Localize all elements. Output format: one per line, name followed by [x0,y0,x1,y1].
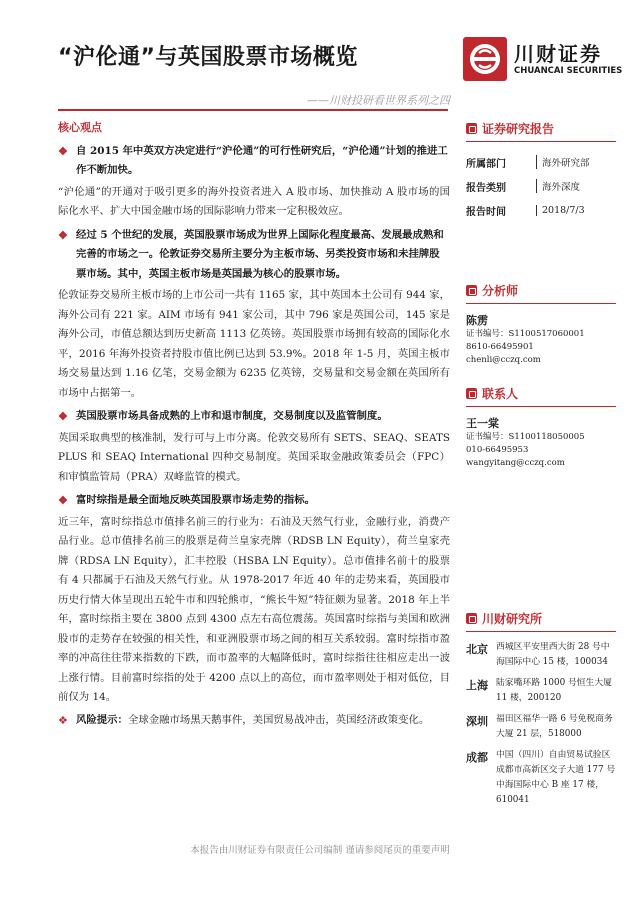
office-beijing [466,640,616,670]
diamond-bullet-icon: ❖ [58,228,68,242]
key-point-4 [58,491,450,511]
header-divider [58,109,448,111]
key-point-2 [58,226,450,285]
analyst-cert: 证书编号：S1100517060001 [466,329,585,339]
office-chengdu [466,748,616,808]
logo-english-name: CHUANCAI SECURITIES [514,66,623,76]
sidebar-divider [466,631,616,632]
paragraph-1: “沪伦通”的开通对于吸引更多的海外投资者进入 A 股市场、加快推动 A 股市场的国际化水平、扩大中国金融市场的国际影响力带来一定积极效应。 [58,185,450,217]
info-key: 所属部门 [466,158,506,170]
info-key: 报告时间 [466,206,506,218]
page-footer: 本报告由川财证券有限责任公司编制 谨请参阅尾页的重要声明 [190,845,450,856]
info-value: 2018/7/3 [536,205,585,216]
logo-mark-icon [462,36,508,82]
analyst-heading: 分析师 [466,282,616,299]
report-type-heading: 证券研究报告 [466,120,616,137]
paragraph-2: 伦敦证券交易所主板市场的上市公司一共有 1165 家，其中英国本土公司有 944 家，海外公司有 221 家。AIM 市场有 941 家公司，其中 796 家是英国公司，145 家是海外公司，市值总额达到历史新高 1113 亿英镑。英国股票市场拥有较高的国际化水平，2016 年海外投资者持股市值比例已达到 53.9%。2018 年 1-5 月，英国主板市场交易量达到 1.16 亿笔，交易金额为 6235 亿英镑，交易量和交易金额在英国所有市场中占据第一。 [58,289,450,399]
section-square-icon [466,388,477,399]
section-square-icon [466,123,477,134]
info-value: 海外深度 [536,179,580,193]
diamond-bullet-icon: ❖ [58,713,68,727]
office-shanghai [466,676,616,706]
contact-phone: 010-66495953 [466,445,529,455]
section-square-icon [466,613,477,624]
office-address: 陆家嘴环路 1000 号恒生大厦 11 楼，200120 [496,678,612,703]
info-value: 海外研究部 [536,155,590,169]
diamond-bullet-icon: ❖ [58,410,68,423]
series-subtitle: ——川财投研看世界系列之四 [307,94,450,107]
info-key: 报告类别 [466,182,506,194]
office-city: 深圳 [466,715,488,728]
office-address: 西城区平安里西大街 28 号中海国际中心 15 楼，100034 [496,642,610,667]
key-point-text: 经过 5 个世纪的发展，英国股票市场成为世界上国际化程度最高、发展最成熟和完善的市场之一。伦敦证券交易所主要分为主板市场、另类投资市场和未挂牌股票市场。其中，英国主板市场是英国最为核心的股票市场。 [76,228,444,280]
diamond-bullet-icon: ❖ [58,144,68,158]
office-city: 北京 [466,643,488,656]
sidebar-divider [466,406,616,407]
contact-cert: 证书编号：S1100118050005 [466,432,585,442]
company-logo [462,36,623,82]
risk-warning [58,711,450,731]
analyst-email[interactable]: chenli@cczq.com [466,355,541,365]
office-address: 中国（四川）自由贸易试验区成都市高新区交子大道 177 号中海国际中心 B 座 17 楼，610041 [496,750,616,805]
sidebar-divider [466,141,616,142]
analyst-name: 陈雳 [466,314,488,327]
risk-label: 风险提示： [76,713,128,726]
contact-heading: 联系人 [466,385,616,402]
office-address: 福田区福华一路 6 号免税商务大厦 21 层，518000 [496,714,613,739]
key-point-3 [58,407,450,427]
sidebar-divider [466,303,616,304]
report-title: “沪伦通”与英国股票市场概览 [58,45,358,70]
paragraph-3: 英国采取典型的核准制，发行可与上市分离。伦敦交易所有 SETS、SEAQ、SEATS PLUS 和 SEAQ International 四种交易制度。英国采取金融政策委员会（FPC）和审慎监管局（PRA）双峰监管的模式。 [58,431,450,483]
logo-chinese-name: 川财证券 [514,42,602,66]
diamond-bullet-icon: ❖ [58,494,68,507]
key-point-text: 自 2015 年中英双方决定进行“沪伦通”的可行性研究后，“沪伦通”计划的推进工作不断加快。 [76,144,448,176]
core-views-heading: 核心观点 [58,121,102,134]
paragraph-4: 近三年，富时综指总市值排名前三的行业为：石油及天然气行业，金融行业，消费产品行业。总市值排名前三的股票是荷兰皇家壳牌（RDSB LN Equity），荷兰皇家壳牌（RDSA LN Equity），汇丰控股（HSBA LN Equity）。总市值排名前十的股票有 4 只都属于石油及天然气行业。从 1978-2017 年近 40 年的走势来看，英国股市历史行情大体呈现出五轮牛市和四轮熊市，“熊长牛短”特征颇为显著。2018 年上半年，富时综指主要在 3800 点到 4300 点左右高位震荡。英国富时综指与美国和欧洲股市的走势存在较强的相关性，和亚洲股票市场之间的相互关系较弱。富时综指市盈率的冲高往往带来指数的下跌，而市盈率的大幅降低时，富时综指往往相应走出一波上涨行情。目前富时综指的处于 4200 点以上的高位，而市盈率则处于相对低位，目前仅为 14。 [58,515,450,703]
main-content [58,118,450,730]
contact-name: 王一棠 [466,417,499,430]
info-row-date [466,198,616,222]
office-city: 成都 [466,751,488,764]
info-row-department [466,150,616,174]
key-point-1 [58,142,450,181]
analyst-phone: 8610-66495901 [466,342,534,352]
key-point-text: 富时综指是最全面地反映英国股票市场走势的指标。 [76,494,315,506]
section-square-icon [466,285,477,296]
office-shenzhen [466,712,616,742]
key-point-text: 英国股票市场具备成熟的上市和退市制度，交易制度以及监管制度。 [76,410,388,422]
info-row-category [466,174,616,198]
contact-email[interactable]: wangyitang@cczq.com [466,458,565,468]
sidebar [466,120,616,814]
risk-text: 全球金融市场黑天鹅事件，美国贸易战冲击，英国经济政策变化。 [127,713,430,726]
office-city: 上海 [466,679,488,692]
institute-heading: 川财研究所 [466,610,616,627]
